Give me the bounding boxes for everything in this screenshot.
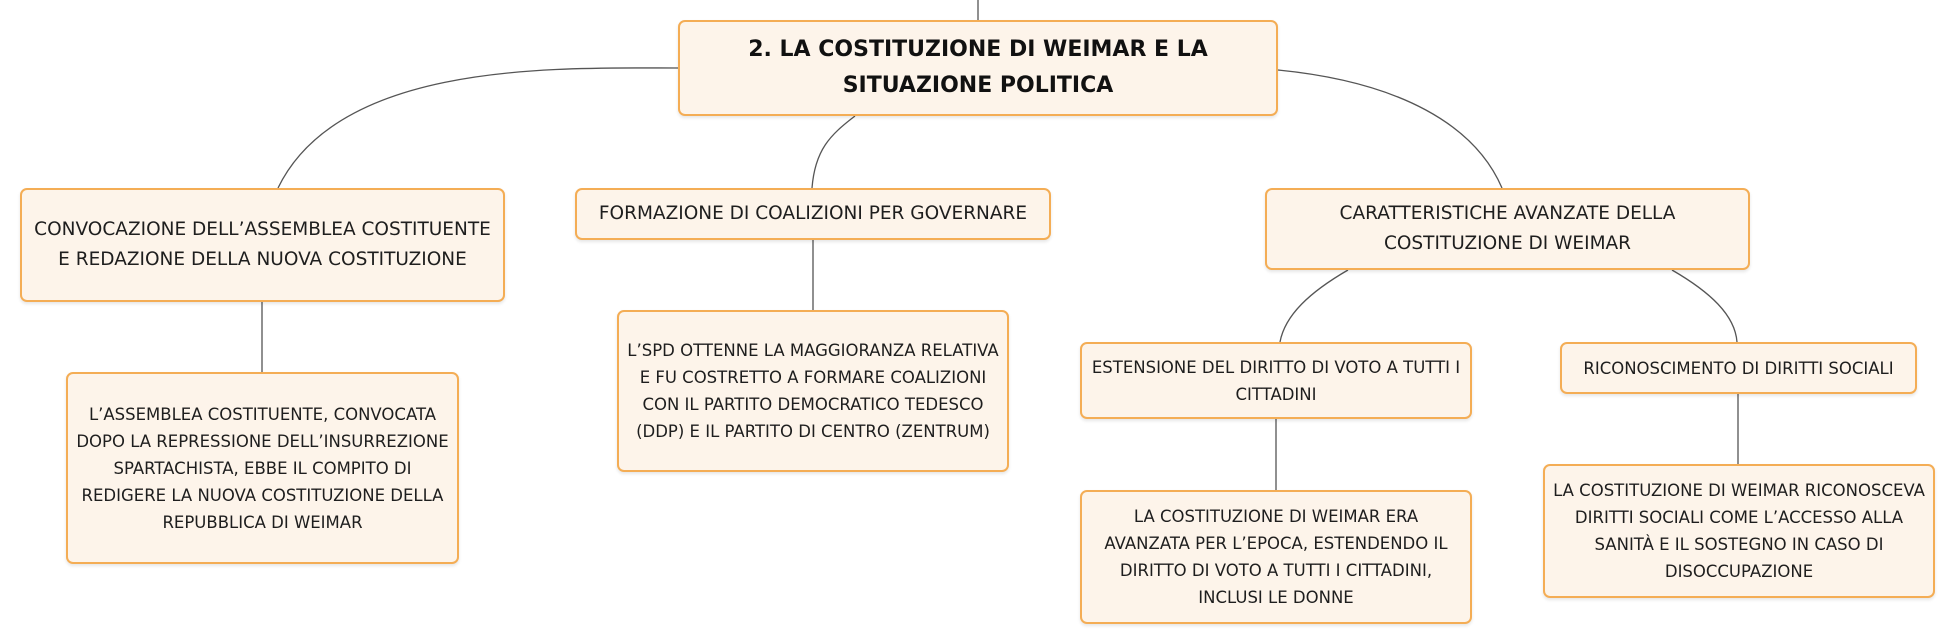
branch-node-assemblea[interactable] xyxy=(20,188,505,302)
root-node-label: 2. LA COSTITUZIONE DI WEIMAR E LA SITUAZIONE POLITICA xyxy=(748,37,1208,98)
branch-node-coalizioni-label: FORMAZIONE DI COALIZIONI PER GOVERNARE xyxy=(598,203,1028,224)
connector-caratteristiche-to-voto xyxy=(1280,270,1348,342)
detail-node-assemblea-text: L’ASSEMBLEA COSTITUENTE, CONVOCATA DOPO LA REPRESSIONE DELL’INSURREZIONE SPARTACHISTA, EBBE IL COMPITO DI REDIGERE LA NUOVA COSTITUZIONE DELLA REPUBBLICA DI WEIMAR xyxy=(76,404,449,532)
connector-root-to-assemblea xyxy=(278,68,678,188)
detail-node-sociali-text: LA COSTITUZIONE DI WEIMAR RICONOSCEVA DIRITTI SOCIALI COME L’ACCESSO ALLA SANITÀ E IL SOSTEGNO IN CASO DI DISOCCUPAZIONE xyxy=(1553,481,1925,581)
subbranch-node-voto-label: ESTENSIONE DEL DIRITTO DI VOTO A TUTTI I CITTADINI xyxy=(1091,357,1461,404)
subbranch-node-voto[interactable] xyxy=(1080,342,1472,419)
detail-node-coalizioni[interactable] xyxy=(617,310,1009,472)
detail-node-assemblea[interactable] xyxy=(66,372,459,564)
subbranch-node-sociali[interactable] xyxy=(1560,342,1917,394)
branch-node-coalizioni[interactable] xyxy=(575,188,1051,240)
branch-node-caratteristiche-label: CARATTERISTICHE AVANZATE DELLA COSTITUZIONE DI WEIMAR xyxy=(1339,203,1676,254)
connector-root-to-coalizioni xyxy=(812,116,855,188)
branch-node-assemblea-label: CONVOCAZIONE DELL’ASSEMBLEA COSTITUENTE E REDAZIONE DELLA NUOVA COSTITUZIONE xyxy=(34,219,491,270)
detail-node-voto[interactable] xyxy=(1080,490,1472,624)
connector-root-to-caratteristiche xyxy=(1278,70,1502,188)
detail-node-voto-text: LA COSTITUZIONE DI WEIMAR ERA AVANZATA PER L’EPOCA, ESTENDENDO IL DIRITTO DI VOTO A TUTTI I CITTADINI, INCLUSI LE DONNE xyxy=(1104,507,1448,607)
detail-node-sociali[interactable] xyxy=(1543,464,1935,598)
detail-node-coalizioni-text: L’SPD OTTENNE LA MAGGIORANZA RELATIVA E FU COSTRETTO A FORMARE COALIZIONI CON IL PARTITO DEMOCRATICO TEDESCO (DDP) E IL PARTITO DI CENTRO (ZENTRUM) xyxy=(627,341,999,441)
connector-caratteristiche-to-sociali xyxy=(1672,270,1737,342)
branch-node-caratteristiche[interactable] xyxy=(1265,188,1750,270)
root-node[interactable] xyxy=(678,20,1278,116)
subbranch-node-sociali-label: RICONOSCIMENTO DI DIRITTI SOCIALI xyxy=(1583,358,1894,378)
